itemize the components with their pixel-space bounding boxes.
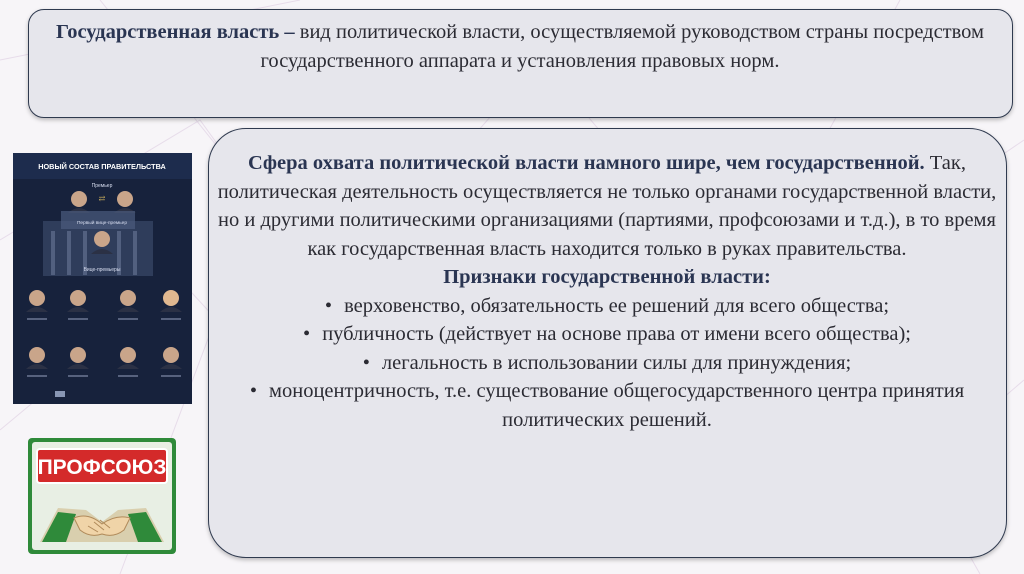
poster-first-vice-label: Первый вице-премьер (76, 221, 128, 226)
svg-text:⇄: ⇄ (98, 194, 106, 203)
definition-term: Государственная власть – (55, 21, 295, 43)
definition-text (50, 18, 990, 76)
lead-paragraph (214, 149, 1000, 263)
definition-body: вид политической власти, осуществляемой руководством страны посредством государственного аппарата и установления правовых норм. (260, 21, 985, 72)
government-poster-image (13, 153, 192, 404)
content-text (214, 149, 1000, 434)
signs-list (214, 292, 1000, 435)
union-logo-text: ПРОФСОЮЗ (37, 456, 167, 479)
list-item: • публичность (действует на основе права от имени всего общества); (214, 320, 1000, 349)
list-item: • верховенство, обязательность ее решений для всего общества; (214, 292, 1000, 321)
list-item: • моноцентричность, т.е. существование общегосударственного центра принятия политических решений. (214, 377, 1000, 434)
poster-vice-label: Вице-премьеры (83, 267, 121, 273)
lead-text: Так, политическая деятельность осуществляется не только органами государственной власти, но и другими политическими организациями (партиями, профсоюзами и т.д.), в то время как государственная власть находится только в руках правительства. (217, 152, 997, 260)
signs-heading: Признаки государственной власти: (443, 266, 771, 288)
poster-title: НОВЫЙ СОСТАВ ПРАВИТЕЛЬСТВА (38, 162, 166, 171)
list-item: • легальность в использовании силы для принуждения; (214, 349, 1000, 378)
lead-bold: Сфера охвата политической власти намного шире, чем государственной. (248, 152, 925, 174)
poster-premier-label: Премьер (91, 183, 113, 189)
trade-union-logo (28, 438, 176, 554)
